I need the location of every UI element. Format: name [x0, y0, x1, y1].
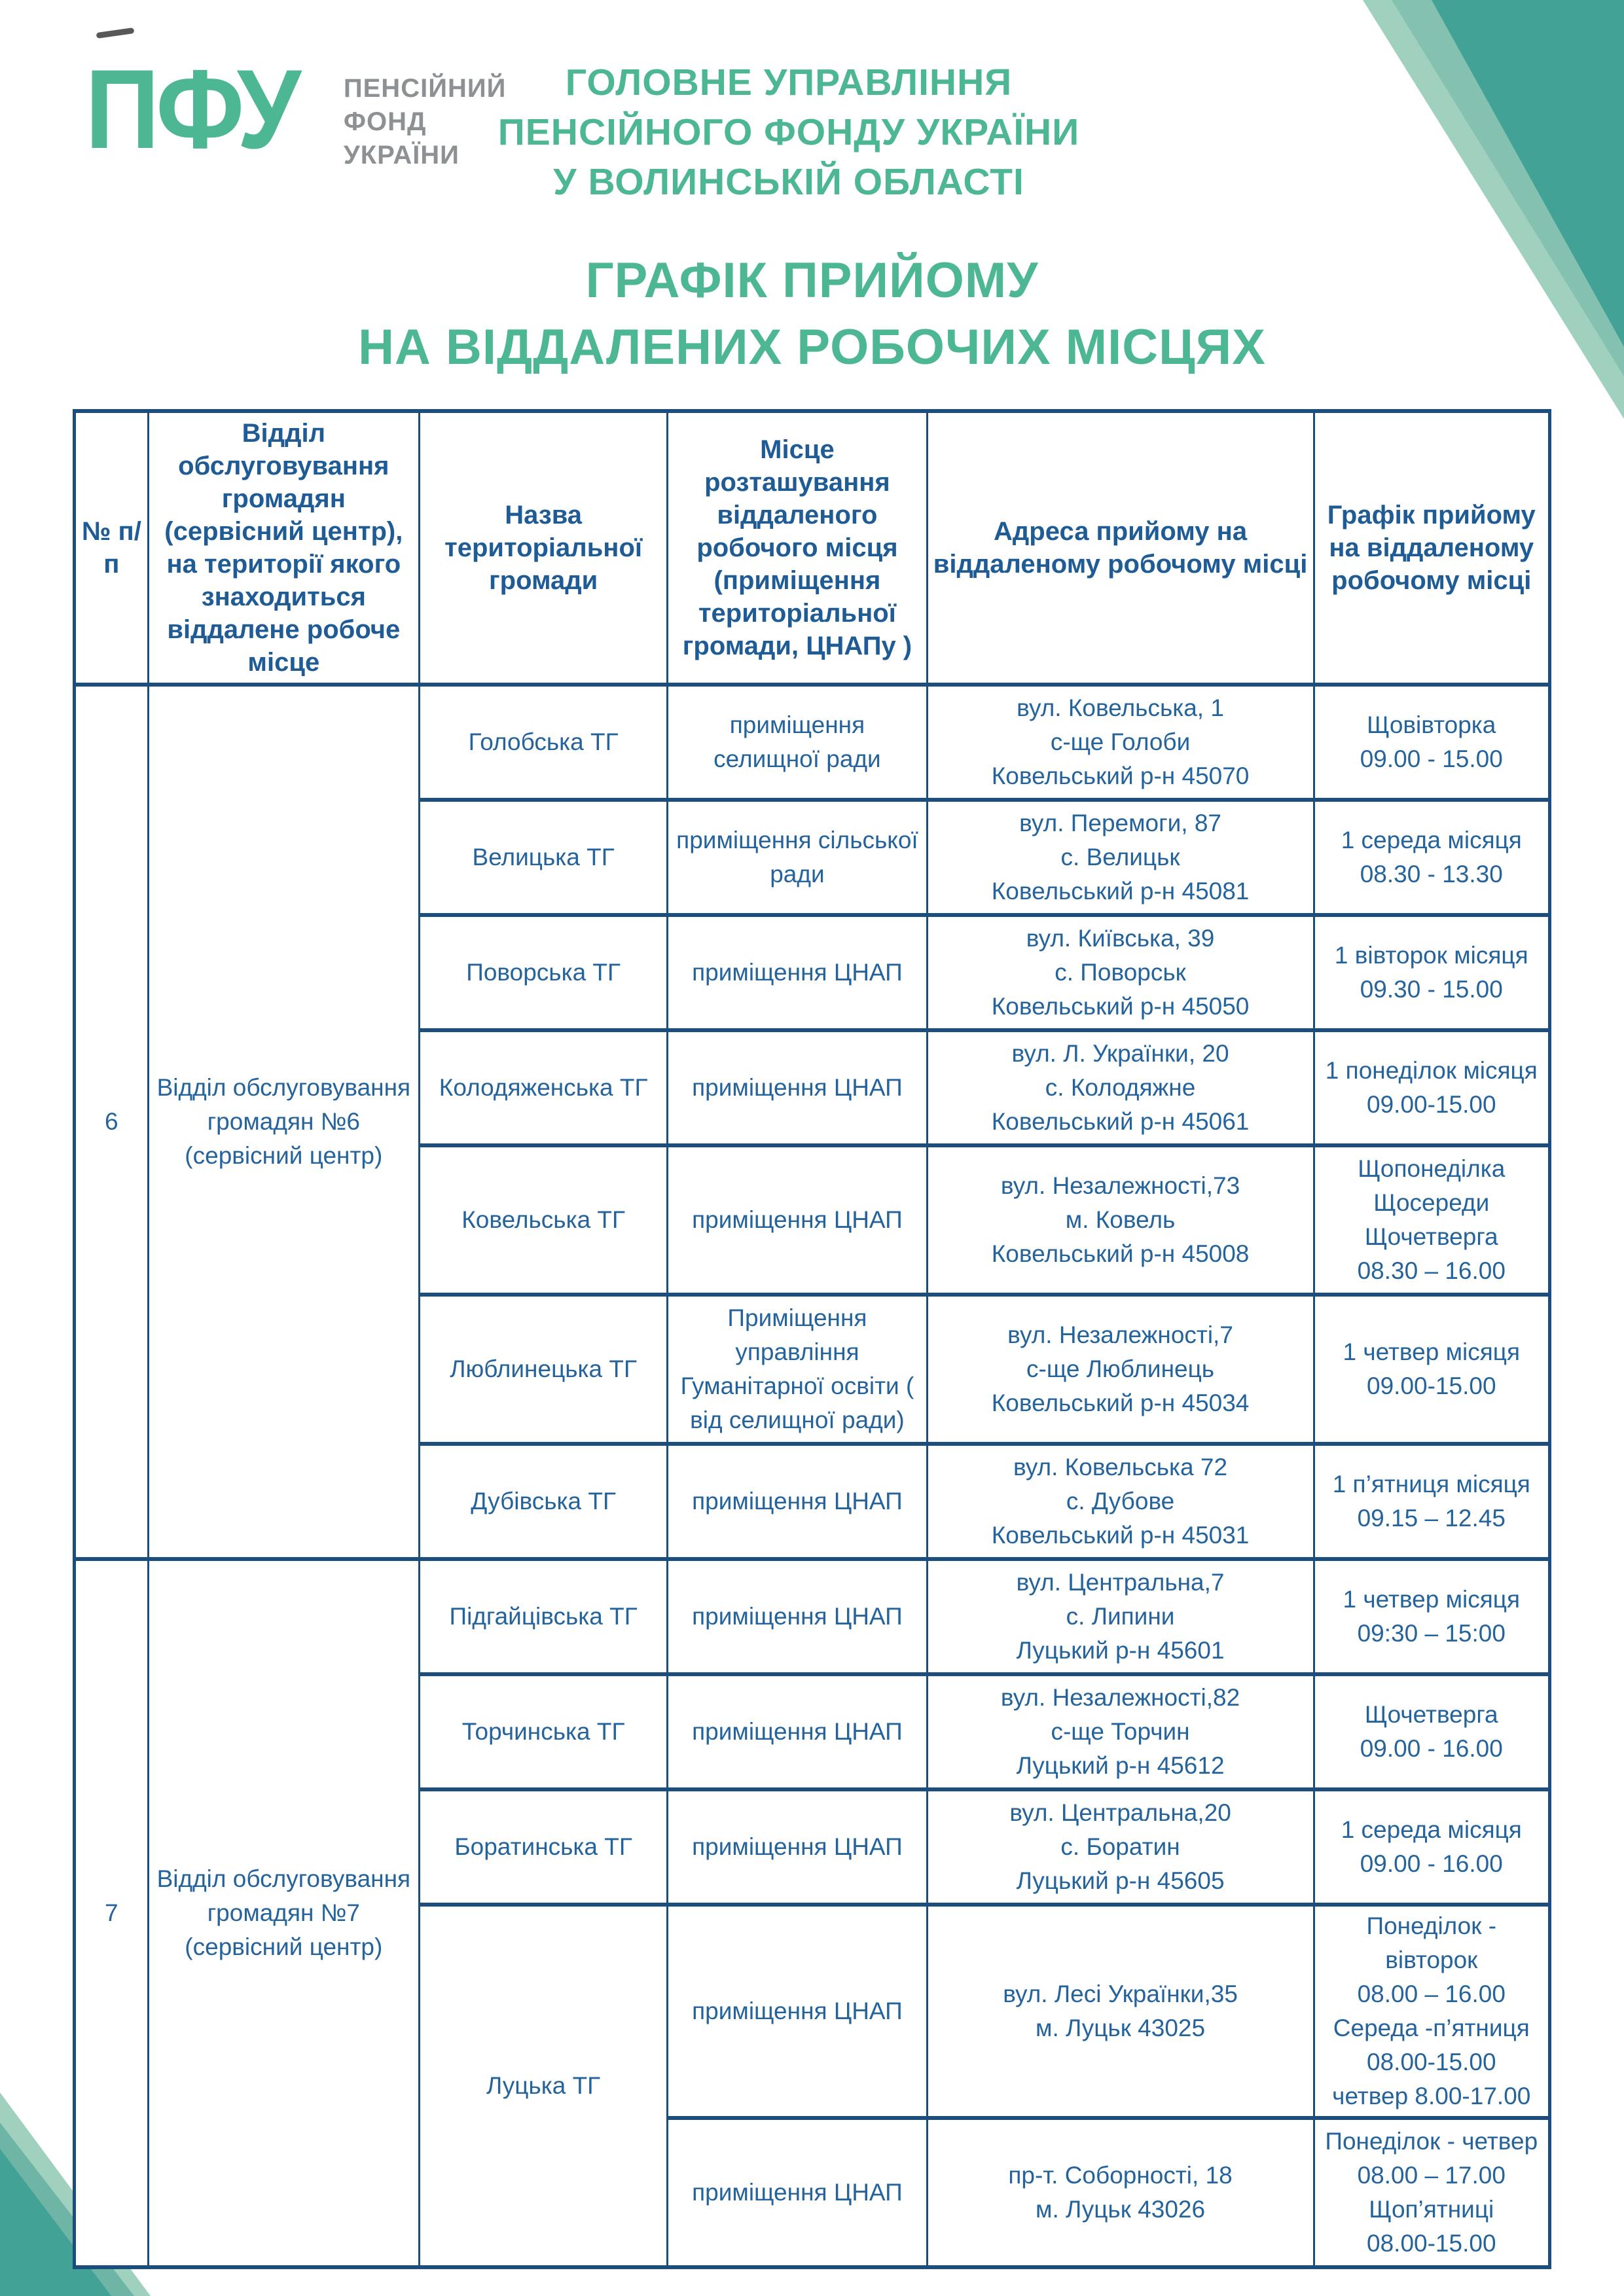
cell-index-number: 7 — [75, 1559, 149, 2267]
text-line: Понеділок - вівторок — [1366, 1912, 1497, 1973]
page-title — [0, 247, 1624, 381]
cell-address — [927, 800, 1314, 915]
org-title-line: ГОЛОВНЕ УПРАВЛІННЯ — [565, 62, 1013, 103]
text-line: 1 четвер місяця — [1343, 1338, 1521, 1365]
logo-org-line: УКРАЇНИ — [343, 141, 460, 170]
text-line: Щопонеділка — [1358, 1155, 1506, 1182]
cell-schedule — [1314, 1145, 1549, 1295]
text-line: 08.30 – 16.00 — [1357, 1257, 1506, 1284]
column-header-department: Відділ обслуговування громадян (сервісний центр), на території якого знаходиться віддалене робоче місце — [148, 411, 419, 685]
cell-community: Дубівська ТГ — [419, 1444, 667, 1559]
cell-schedule — [1314, 1559, 1549, 1674]
text-line: 08.00-15.00 — [1367, 2049, 1496, 2075]
text-line: Ковельський р-н 45061 — [991, 1108, 1250, 1135]
text-line: Ковельський р-н 45008 — [991, 1240, 1250, 1267]
text-line: вул. Л. Українки, 20 — [1011, 1040, 1229, 1067]
cell-place: приміщення ЦНАП — [668, 1145, 927, 1295]
text-line: Луцький р-н 45605 — [1016, 1867, 1225, 1894]
column-header-address: Адреса прийому на віддаленому робочому місці — [927, 411, 1314, 685]
text-line: 09.00 - 16.00 — [1360, 1735, 1503, 1762]
table-header-row — [75, 411, 1550, 685]
text-line: 08.00 – 17.00 — [1357, 2162, 1506, 2189]
cell-address — [927, 685, 1314, 800]
text-line: Ковельський р-н 45070 — [991, 762, 1250, 789]
text-line: 1 середа місяця — [1341, 827, 1522, 853]
text-line: четвер 8.00-17.00 — [1332, 2083, 1531, 2109]
cell-community: Поворська ТГ — [419, 915, 667, 1030]
logo-org-line: ФОНД — [343, 107, 427, 136]
cell-department: Відділ обслуговування громадян №6 (сервісний центр) — [148, 685, 419, 1559]
cell-place: приміщення ЦНАП — [668, 1674, 927, 1789]
schedule-table — [73, 409, 1551, 2269]
page-title-line: НА ВІДДАЛЕНИХ РОБОЧИХ МІСЦЯХ — [358, 319, 1266, 375]
cell-schedule — [1314, 1789, 1549, 1905]
text-line: с. Липини — [1066, 1603, 1175, 1630]
text-line: Щовівторка — [1367, 711, 1496, 738]
cell-address — [927, 1559, 1314, 1674]
text-line: пр-т. Соборності, 18 — [1008, 2162, 1233, 2189]
pfu-logo-acronym: ПФУ — [85, 46, 298, 172]
text-line: Ковельський р-н 45031 — [991, 1522, 1250, 1549]
cell-schedule — [1314, 2118, 1549, 2267]
text-line: 1 понеділок місяця — [1325, 1057, 1538, 1084]
text-line: 09.00-15.00 — [1367, 1091, 1496, 1118]
cell-address — [927, 1674, 1314, 1789]
text-line: с-ще Торчин — [1051, 1718, 1190, 1745]
cell-address — [927, 915, 1314, 1030]
text-line: вул. Київська, 39 — [1026, 925, 1215, 952]
text-line: Луцький р-н 45601 — [1016, 1637, 1225, 1664]
cell-place: приміщення ЦНАП — [668, 1905, 927, 2118]
text-line: с. Велицьк — [1060, 844, 1180, 870]
text-line: вул. Центральна,20 — [1009, 1799, 1231, 1826]
text-line: 09.30 - 15.00 — [1360, 976, 1503, 1003]
cell-community: Голобська ТГ — [419, 685, 667, 800]
text-line: Середа -п’ятниця — [1333, 2015, 1530, 2041]
text-line: с-ще Голоби — [1050, 728, 1191, 755]
cell-community: Люблинецька ТГ — [419, 1295, 667, 1444]
cell-schedule — [1314, 1444, 1549, 1559]
text-line: 08.00-15.00 — [1367, 2230, 1496, 2257]
cell-schedule — [1314, 1674, 1549, 1789]
cell-address — [927, 1145, 1314, 1295]
text-line: 09.15 – 12.45 — [1357, 1505, 1506, 1532]
cell-address — [927, 1905, 1314, 2118]
cell-community: Ковельська ТГ — [419, 1145, 667, 1295]
text-line: вул. Ковельська 72 — [1013, 1454, 1228, 1480]
text-line: 09.00 - 16.00 — [1360, 1850, 1503, 1877]
cell-place: Приміщення управління Гуманітарної освіти ( від селищної ради) — [668, 1295, 927, 1444]
cell-schedule — [1314, 1030, 1549, 1145]
cell-address — [927, 1030, 1314, 1145]
column-header-schedule: Графік прийому на віддаленому робочому місці — [1314, 411, 1549, 685]
text-line: вул. Незалежності,7 — [1007, 1321, 1233, 1348]
text-line: м. Луцьк 43025 — [1036, 2015, 1206, 2041]
text-line: 09.00-15.00 — [1367, 1372, 1496, 1399]
text-line: Ковельський р-н 45034 — [991, 1390, 1250, 1416]
text-line: Щочетверга — [1364, 1223, 1498, 1250]
cell-address — [927, 1789, 1314, 1905]
text-line: Щоп’ятниці — [1369, 2196, 1494, 2223]
logo-org-line: ПЕНСІЙНИЙ — [343, 74, 507, 103]
cell-community: Колодяженська ТГ — [419, 1030, 667, 1145]
text-line: с. Колодяжне — [1045, 1074, 1196, 1101]
text-line: 09.00 - 15.00 — [1360, 745, 1503, 772]
cell-place: приміщення селищної ради — [668, 685, 927, 800]
column-header-community: Назва територіальної громади — [419, 411, 667, 685]
column-header-number: № п/п — [75, 411, 149, 685]
text-line: вул. Центральна,7 — [1016, 1569, 1225, 1596]
text-line: вул. Незалежності,82 — [1000, 1684, 1240, 1711]
cell-address — [927, 2118, 1314, 2267]
text-line: с. Дубове — [1066, 1488, 1175, 1515]
text-line: м. Луцьк 43026 — [1036, 2196, 1206, 2223]
text-line: Луцький р-н 45612 — [1016, 1752, 1225, 1779]
table-row — [75, 1559, 1550, 1674]
cell-schedule — [1314, 800, 1549, 915]
text-line: вул. Незалежності,73 — [1000, 1172, 1240, 1199]
cell-community: Торчинська ТГ — [419, 1674, 667, 1789]
cell-schedule — [1314, 1295, 1549, 1444]
cell-place: приміщення ЦНАП — [668, 915, 927, 1030]
text-line: Понеділок - четвер — [1325, 2128, 1538, 2155]
cell-community: Велицька ТГ — [419, 800, 667, 915]
column-header-place: Місце розташування віддаленого робочого місця (приміщення територіальної громади, ЦНАПу ) — [668, 411, 927, 685]
text-line: 1 четвер місяця — [1343, 1586, 1521, 1613]
text-line: Ковельський р-н 45081 — [991, 878, 1250, 905]
cell-department: Відділ обслуговування громадян №7 (сервісний центр) — [148, 1559, 419, 2267]
cell-place: приміщення ЦНАП — [668, 2118, 927, 2267]
text-line: 1 п’ятниця місяця — [1332, 1471, 1530, 1498]
text-line: м. Ковель — [1065, 1206, 1176, 1233]
text-line: 1 середа місяця — [1341, 1816, 1522, 1843]
cell-schedule — [1314, 915, 1549, 1030]
text-line: Щочетверга — [1364, 1701, 1498, 1728]
text-line: 1 вівторок місяця — [1334, 942, 1528, 969]
text-line: Щосереди — [1373, 1189, 1490, 1216]
table-row — [75, 685, 1550, 800]
text-line: 08.00 – 16.00 — [1357, 1981, 1506, 2007]
text-line: вул. Ковельська, 1 — [1017, 694, 1224, 721]
text-line: с-ще Люблинець — [1026, 1355, 1215, 1382]
cell-address — [927, 1444, 1314, 1559]
org-title-line: ПЕНСІЙНОГО ФОНДУ УКРАЇНИ — [497, 111, 1080, 153]
cell-schedule — [1314, 685, 1549, 800]
text-line: 08.30 - 13.30 — [1360, 861, 1503, 888]
pfu-logo — [85, 46, 507, 172]
text-line: вул. Перемоги, 87 — [1019, 810, 1221, 836]
cell-place: приміщення ЦНАП — [668, 1559, 927, 1674]
cell-address — [927, 1295, 1314, 1444]
org-title-line: У ВОЛИНСЬКІЙ ОБЛАСТІ — [553, 161, 1024, 203]
cell-community: Підгайцівська ТГ — [419, 1559, 667, 1674]
text-line: Ковельський р-н 45050 — [991, 993, 1250, 1020]
cell-place: приміщення ЦНАП — [668, 1030, 927, 1145]
cell-place: приміщення сільської ради — [668, 800, 927, 915]
text-line: с. Поворськ — [1055, 959, 1186, 986]
cell-community: Боратинська ТГ — [419, 1789, 667, 1905]
scan-artifact — [96, 27, 135, 39]
text-line: с. Боратин — [1060, 1833, 1180, 1860]
text-line: вул. Лесі Українки,35 — [1003, 1981, 1238, 2007]
cell-place: приміщення ЦНАП — [668, 1789, 927, 1905]
cell-schedule — [1314, 1905, 1549, 2118]
cell-place: приміщення ЦНАП — [668, 1444, 927, 1559]
page-title-line: ГРАФІК ПРИЙОМУ — [585, 253, 1039, 308]
cell-index-number: 6 — [75, 685, 149, 1559]
text-line: 09:30 – 15:00 — [1357, 1620, 1506, 1647]
pfu-logo-org-name — [344, 60, 506, 172]
cell-community: Луцька ТГ — [419, 1905, 667, 2267]
